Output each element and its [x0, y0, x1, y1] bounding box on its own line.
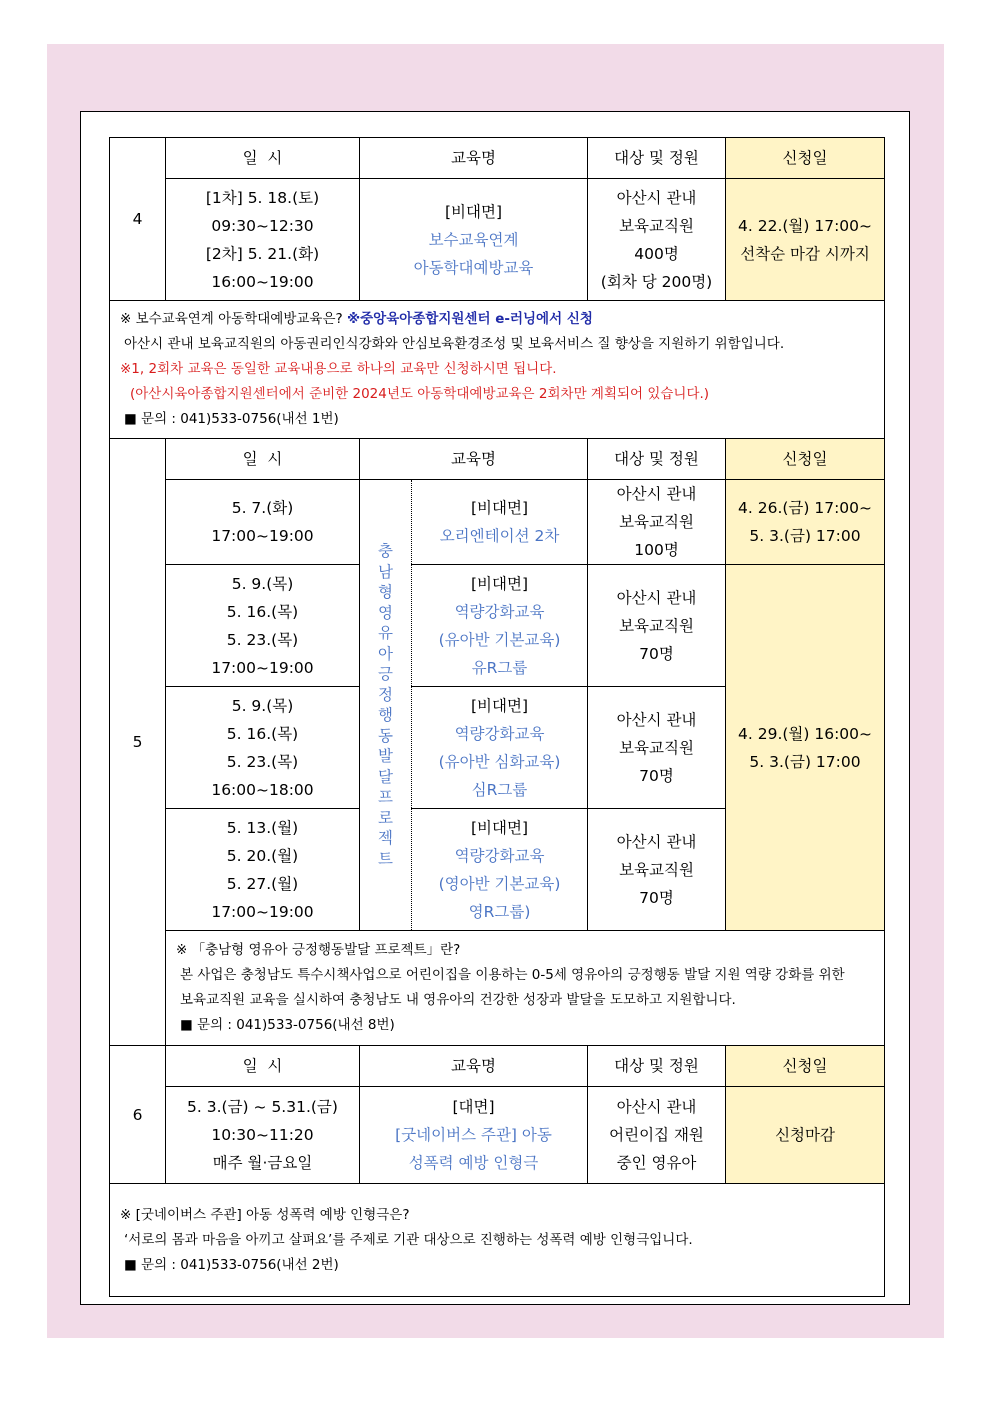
- s5-note: [166, 931, 885, 1046]
- s5-row-date: [166, 809, 360, 931]
- s5-row-target: [588, 809, 726, 931]
- date-line: 5. 7.(화): [231, 499, 294, 517]
- s6-course-name: 성폭력 예방 인형극: [408, 1154, 539, 1172]
- course-name: (영아반 기본교육): [438, 874, 561, 893]
- s6-course: [360, 1087, 588, 1184]
- target-line: 100명: [634, 541, 679, 559]
- schedule-document: [109, 137, 884, 1297]
- s5-row-target: [588, 480, 726, 565]
- s4-target-line: 아산시 관내: [616, 188, 697, 207]
- target-line: 아산시 관내: [616, 485, 697, 503]
- s6-header-target: 대상 및 정원: [588, 1046, 726, 1087]
- target-line: 70명: [639, 766, 674, 785]
- s4-header-target: 대상 및 정원: [588, 138, 726, 179]
- date-line: 5. 23.(목): [226, 630, 299, 649]
- date-line: 17:00~19:00: [211, 658, 314, 677]
- s5-row-course: [412, 687, 588, 809]
- s5-row-date: [166, 687, 360, 809]
- s5-row-course: [412, 480, 588, 565]
- s6-contact: ■ 문의 : 041)533-0756(내선 2번): [124, 1256, 339, 1273]
- date-line: 5. 20.(월): [226, 846, 299, 865]
- s5-note-text: 본 사업은 충청남도 특수시책사업으로 어린이집을 이용하는 0-5세 영유아의 긍정행동 발달 지원 역량 강화를 위한: [180, 967, 845, 983]
- course-type: [비대면]: [471, 696, 529, 715]
- s6-note-row: [110, 1184, 885, 1297]
- s4-target-line: (회차 당 200명): [600, 272, 713, 291]
- s6-header-course: 교육명: [360, 1046, 588, 1087]
- s5-header-course: 교육명: [360, 439, 588, 480]
- s4-data-row: [110, 179, 885, 301]
- date-line: 5. 9.(목): [231, 696, 294, 715]
- s6-header-row: [110, 1046, 885, 1087]
- target-line: 보육교직원: [619, 513, 694, 531]
- s5-row-target: [588, 687, 726, 809]
- project-char: 형: [378, 583, 393, 601]
- project-char: 긍: [378, 665, 393, 683]
- s5-project-label: [360, 480, 412, 931]
- project-char: 트: [378, 849, 393, 868]
- s4-course-name: 보수교육연계: [428, 230, 519, 249]
- s4-course-name: 아동학대예방교육: [413, 258, 534, 277]
- s4-target-line: 보육교직원: [619, 216, 694, 235]
- apply-line: 5. 3.(금) 17:00: [749, 527, 861, 545]
- project-char: 아: [378, 644, 393, 663]
- s5-row-target: [588, 565, 726, 687]
- project-char: 달: [378, 767, 393, 786]
- project-char: 유: [378, 624, 393, 642]
- date-line: 16:00~18:00: [211, 780, 314, 799]
- s6-date-line: 10:30~11:20: [211, 1126, 314, 1144]
- apply-line: 5. 3.(금) 17:00: [749, 752, 861, 771]
- s6-note-question: ※ [굿네이버스 주관] 아동 성폭력 예방 인형극은?: [120, 1206, 410, 1223]
- s4-apply-line: 4. 22.(월) 17:00~: [738, 216, 873, 235]
- schedule-table: [109, 137, 885, 1297]
- s4-header-course: 교육명: [360, 138, 588, 179]
- s6-header-date: 일 시: [166, 1046, 360, 1087]
- s4-note-warning: (아산시육아종합지원센터에서 준비한 2024년도 아동학대예방교육은 2회차만 계획되어 있습니다.): [130, 386, 710, 402]
- s5-note-row: [110, 931, 885, 1046]
- s6-apply: 신청마감: [726, 1087, 885, 1184]
- project-char: 영: [378, 603, 393, 622]
- target-line: 보육교직원: [619, 616, 694, 635]
- s6-target-line: 아산시 관내: [616, 1098, 697, 1116]
- s5-row: [110, 480, 885, 565]
- s4-note-row: [110, 301, 885, 439]
- s6-target: [588, 1087, 726, 1184]
- project-char: 젝: [378, 829, 393, 847]
- date-line: 5. 13.(월): [226, 818, 299, 837]
- s6-course-type: [대면]: [452, 1098, 495, 1116]
- date-line: 5. 16.(목): [226, 724, 299, 743]
- date-line: 17:00~19:00: [211, 527, 314, 545]
- s4-contact: ■ 문의 : 041)533-0756(내선 1번): [124, 411, 339, 427]
- s4-apply-line: 선착순 마감 시까지: [740, 244, 870, 263]
- date-line: 5. 16.(목): [226, 602, 299, 621]
- s4-date-line: [2차] 5. 21.(화): [205, 244, 320, 263]
- s6-header-apply: 신청일: [726, 1046, 885, 1087]
- s4-date: [166, 179, 360, 301]
- s5-row-course: [412, 565, 588, 687]
- s5-number: 5: [110, 439, 166, 1046]
- s5-header-row: [110, 439, 885, 480]
- s5-header-target: 대상 및 정원: [588, 439, 726, 480]
- s4-target-line: 400명: [634, 244, 679, 263]
- s5-apply-2: [726, 565, 885, 931]
- s5-header-date: 일 시: [166, 439, 360, 480]
- project-char: 정: [378, 685, 393, 704]
- s6-note-text: ‘서로의 몸과 마음을 아끼고 살펴요’를 주제로 기관 대상으로 진행하는 성폭력 예방 인형극입니다.: [124, 1231, 693, 1248]
- course-name: 역량강화교육: [454, 724, 545, 743]
- s4-apply: [726, 179, 885, 301]
- course-name: 역량강화교육: [454, 846, 545, 865]
- target-line: 아산시 관내: [616, 832, 697, 851]
- s6-note: [110, 1184, 885, 1297]
- course-name: 영R그룹): [468, 902, 531, 921]
- target-line: 70명: [639, 644, 674, 663]
- project-char: 프: [378, 788, 393, 806]
- project-char: 충: [378, 542, 393, 560]
- s4-date-line: 16:00~19:00: [211, 272, 314, 291]
- s5-note-text: 보육교직원 교육을 실시하여 충청남도 내 영유아의 건강한 성장과 발달을 도모하고 지원합니다.: [180, 992, 736, 1008]
- s4-note-highlight: ※중앙육아종합지원센터 e-러닝에서 신청: [346, 311, 593, 327]
- s5-row: [110, 565, 885, 687]
- date-line: 5. 23.(목): [226, 752, 299, 771]
- s5-row-date: [166, 480, 360, 565]
- s4-target: [588, 179, 726, 301]
- s6-course-name: [굿네이버스 주관] 아동: [395, 1126, 552, 1144]
- s6-date-line: 5. 3.(금) ~ 5.31.(금): [187, 1098, 338, 1116]
- s4-header-row: [110, 138, 885, 179]
- s4-date-line: [1차] 5. 18.(토): [205, 188, 320, 207]
- target-line: 70명: [639, 888, 674, 907]
- project-char: 행: [378, 706, 393, 724]
- s4-note-question: ※ 보수교육연계 아동학대예방교육은?: [120, 311, 343, 327]
- s4-number: 4: [110, 138, 166, 301]
- date-line: 5. 27.(월): [226, 874, 299, 893]
- course-name: (유아반 기본교육): [438, 630, 561, 649]
- date-line: 17:00~19:00: [211, 902, 314, 921]
- course-name: 심R그룹: [471, 780, 528, 799]
- project-char: 남: [378, 562, 393, 581]
- s4-course: [360, 179, 588, 301]
- s4-header-date: 일 시: [166, 138, 360, 179]
- target-line: 보육교직원: [619, 860, 694, 879]
- s6-number: 6: [110, 1046, 166, 1184]
- s6-data-row: [110, 1087, 885, 1184]
- course-type: [비대면]: [471, 818, 529, 837]
- s6-date: [166, 1087, 360, 1184]
- date-line: 5. 9.(목): [231, 574, 294, 593]
- target-line: 아산시 관내: [616, 710, 697, 729]
- s5-row-course: [412, 809, 588, 931]
- apply-line: 4. 29.(월) 16:00~: [738, 724, 873, 743]
- s5-header-apply: 신청일: [726, 439, 885, 480]
- s5-row-date: [166, 565, 360, 687]
- s4-note-warning: ※1, 2회차 교육은 동일한 교육내용으로 하나의 교육만 신청하시면 됩니다.: [120, 361, 557, 377]
- s6-target-line: 어린이집 재원: [609, 1126, 704, 1144]
- s5-note-question: ※ 「충남형 영유아 긍정행동발달 프로젝트」란?: [176, 942, 461, 958]
- project-char: 발: [378, 747, 393, 765]
- s4-note: [110, 301, 885, 439]
- s4-date-line: 09:30~12:30: [211, 216, 314, 235]
- course-name: (유아반 심화교육): [438, 752, 561, 771]
- course-name: 역량강화교육: [454, 602, 545, 621]
- s6-target-line: 중인 영유아: [616, 1154, 697, 1172]
- apply-line: 4. 26.(금) 17:00~: [738, 499, 873, 517]
- s4-course-type: [비대면]: [445, 202, 503, 221]
- target-line: 아산시 관내: [616, 588, 697, 607]
- s4-header-apply: 신청일: [726, 138, 885, 179]
- project-char: 로: [378, 808, 393, 827]
- course-type: [비대면]: [471, 499, 529, 517]
- course-name: 오리엔테이션 2차: [439, 527, 560, 545]
- course-type: [비대면]: [471, 574, 529, 593]
- s4-note-text: 아산시 관내 보육교직원의 아동권리인식강화와 안심보육환경조성 및 보육서비스 질 향상을 지원하기 위함입니다.: [124, 336, 785, 352]
- target-line: 보육교직원: [619, 738, 694, 757]
- course-name: 유R그룹: [471, 658, 528, 677]
- project-char: 동: [378, 726, 393, 745]
- s5-apply-1: [726, 480, 885, 565]
- s6-date-line: 매주 월·금요일: [212, 1154, 313, 1172]
- s5-contact: ■ 문의 : 041)533-0756(내선 8번): [180, 1017, 395, 1033]
